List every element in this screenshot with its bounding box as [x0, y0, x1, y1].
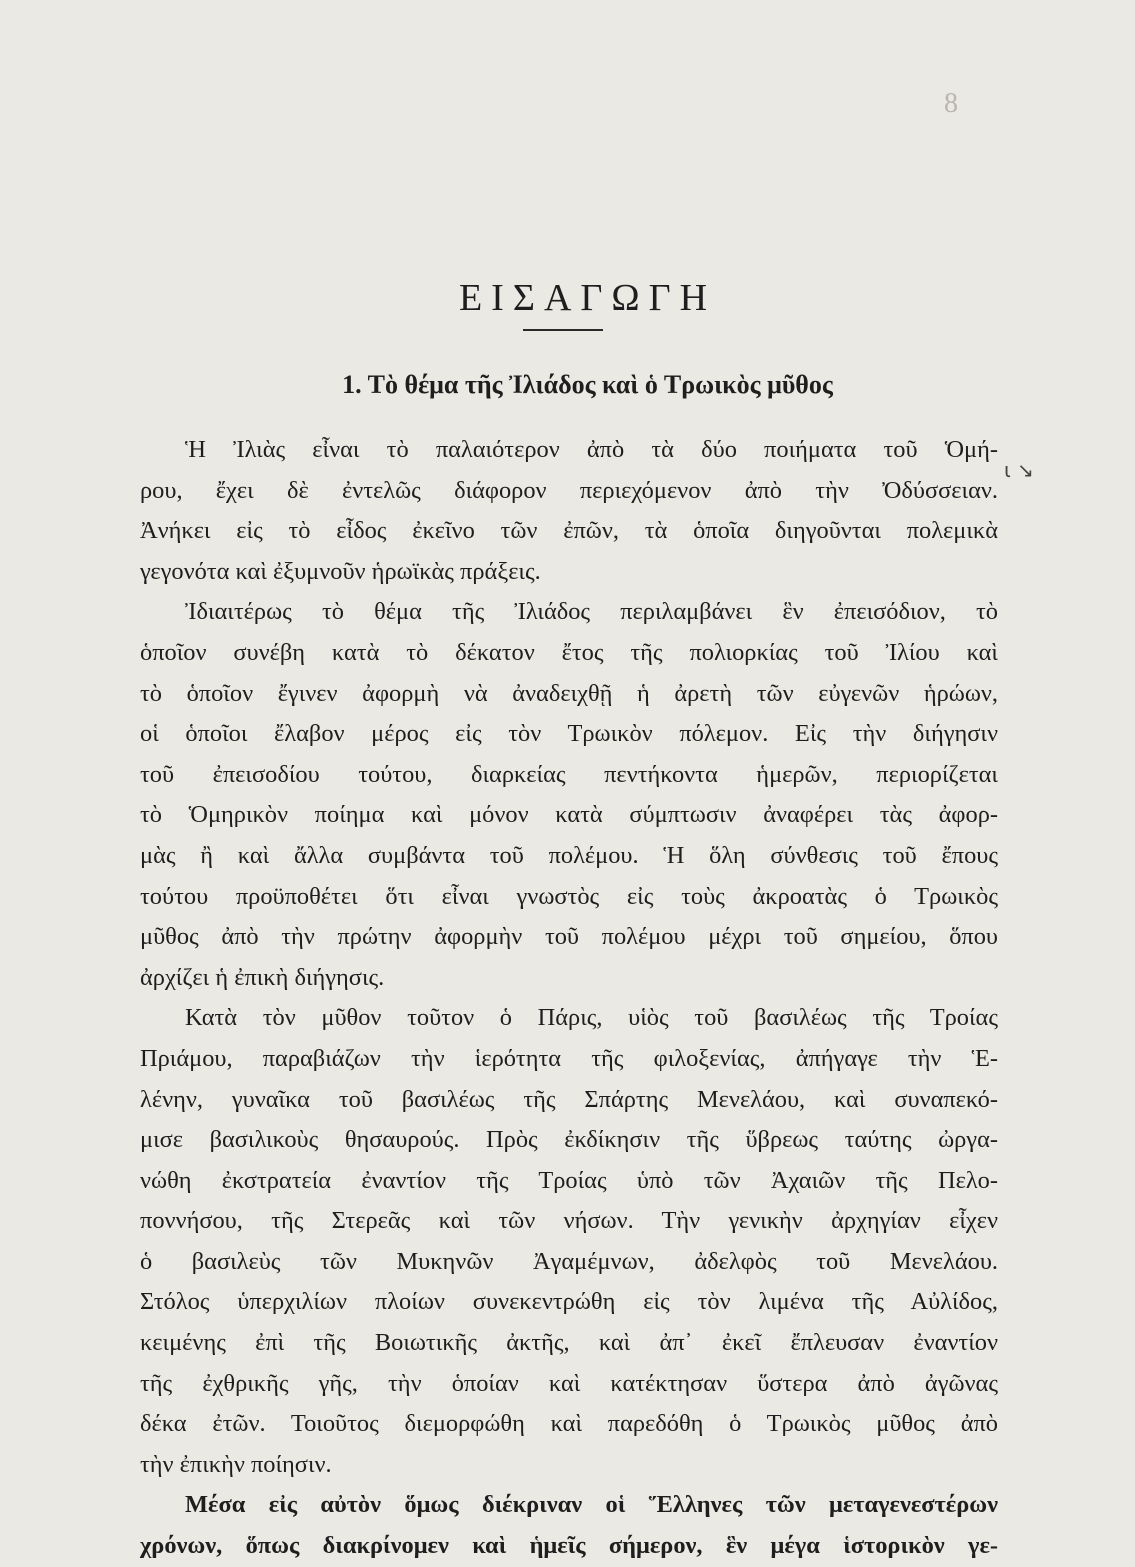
text-line: τὴν ἐπικὴν ποίησιν. [140, 1450, 332, 1478]
text-line: ποννήσου, τῆς Στερεᾶς καὶ τῶν νήσων. Τὴν γενικὴν ἀρχηγίαν εἶχεν [140, 1207, 998, 1235]
section-title: 1. Τὸ θέμα τῆς Ἰλιάδος καὶ ὁ Τρωικὸς μῦθος [342, 370, 833, 399]
text-line: μὰς ἢ καὶ ἄλλα συμβάντα τοῦ πολέμου. Ἡ ὅλη σύνθεσις τοῦ ἔπους [140, 841, 998, 869]
page-number: 8 [944, 88, 958, 119]
text-line: τὸ Ὁμηρικὸν ποίημα καὶ μόνον κατὰ σύμπτωσιν ἀναφέρει τὰς ἀφορ- [140, 801, 998, 829]
text-line: χρόνων, ὅπως διακρίνομεν καὶ ἡμεῖς σήμερον, ἓν μέγα ἱστορικὸν γε- [140, 1532, 998, 1560]
text-line: μισε βασιλικοὺς θησαυρούς. Πρὸς ἐκδίκησιν τῆς ὕβρεως ταύτης ὠργα- [140, 1126, 998, 1154]
text-line: Ἀνήκει εἰς τὸ εἶδος ἐκεῖνο τῶν ἐπῶν, τὰ ὁποῖα διηγοῦνται πολεμικὰ [140, 517, 998, 545]
text-line: μῦθος ἀπὸ τὴν πρώτην ἀφορμὴν τοῦ πολέμου μέχρι τοῦ σημείου, ὅπου [140, 923, 998, 951]
text-line: Μέσα εἰς αὐτὸν ὅμως διέκριναν οἱ Ἕλληνες τῶν μεταγενεστέρων [185, 1491, 998, 1519]
body-text [140, 430, 998, 1567]
margin-mark: ι ↘ [1004, 458, 1034, 482]
text-line: τοῦ ἐπεισοδίου τούτου, διαρκείας πεντήκοντα ἡμερῶν, περιορίζεται [140, 760, 998, 788]
text-line: ρου, ἔχει δὲ ἐντελῶς διάφορον περιεχόμενον ἀπὸ τὴν Ὀδύσσειαν. [140, 476, 998, 504]
text-line: δέκα ἐτῶν. Τοιοῦτος διεμορφώθη καὶ παρεδόθη ὁ Τρωικὸς μῦθος ἀπὸ [140, 1410, 998, 1438]
text-line: Πριάμου, παραβιάζων τὴν ἱερότητα τῆς φιλοξενίας, ἀπήγαγε τὴν Ἑ- [140, 1044, 998, 1072]
text-line: λένην, γυναῖκα τοῦ βασιλέως τῆς Σπάρτης Μενελάου, καὶ συναπεκό- [140, 1085, 998, 1113]
text-line: κειμένης ἐπὶ τῆς Βοιωτικῆς ἀκτῆς, καὶ ἀπ᾽ ἐκεῖ ἔπλευσαν ἐναντίον [140, 1329, 998, 1357]
text-line: Ἡ Ἰλιὰς εἶναι τὸ παλαιότερον ἀπὸ τὰ δύο ποιήματα τοῦ Ὁμή- [185, 436, 998, 463]
text-line: τῆς ἐχθρικῆς γῆς, τὴν ὁποίαν καὶ κατέκτησαν ὕστερα ἀπὸ ἀγῶνας [140, 1369, 998, 1397]
chapter-heading: ΕΙΣΑΓΩΓΗ [458, 277, 717, 319]
text-line: τούτου προϋποθέτει ὅτι εἶναι γνωστὸς εἰς τοὺς ἀκροατὰς ὁ Τρωικὸς [140, 882, 998, 910]
text-line: ὁποῖον συνέβη κατὰ τὸ δέκατον ἔτος τῆς πολιορκίας τοῦ Ἰλίου καὶ [140, 638, 998, 666]
text-line: ὁ βασιλεὺς τῶν Μυκηνῶν Ἀγαμέμνων, ἀδελφὸς τοῦ Μενελάου. [140, 1247, 998, 1275]
text-line: ἀρχίζει ἡ ἐπικὴ διήγησις. [140, 963, 385, 991]
paragraph-1 [140, 430, 998, 592]
text-line: γεγονότα καὶ ἐξυμνοῦν ἡρωϊκὰς πράξεις. [140, 557, 541, 585]
paragraph-4 [140, 1485, 998, 1566]
paragraph-3 [140, 998, 998, 1485]
paragraph-2 [140, 592, 998, 998]
text-line: τὸ ὁποῖον ἔγινεν ἀφορμὴ νὰ ἀναδειχθῇ ἡ ἀρετὴ τῶν εὐγενῶν ἡρώων, [140, 679, 998, 707]
heading-rule [523, 329, 603, 331]
text-line: Ἰδιαιτέρως τὸ θέμα τῆς Ἰλιάδος περιλαμβάνει ἓν ἐπεισόδιον, τὸ [185, 598, 998, 626]
text-line: Κατὰ τὸν μῦθον τοῦτον ὁ Πάρις, υἱὸς τοῦ βασιλέως τῆς Τροίας [185, 1004, 998, 1032]
text-line: οἱ ὁποῖοι ἔλαβον μέρος εἰς τὸν Τρωικὸν πόλεμον. Εἰς τὴν διήγησιν [140, 720, 998, 748]
text-line: νώθη ἐκστρατεία ἐναντίον τῆς Τροίας ὑπὸ τῶν Ἀχαιῶν τῆς Πελο- [140, 1166, 998, 1194]
text-line: Στόλος ὑπερχιλίων πλοίων συνεκεντρώθη εἰς τὸν λιμένα τῆς Αὐλίδος, [140, 1288, 998, 1316]
